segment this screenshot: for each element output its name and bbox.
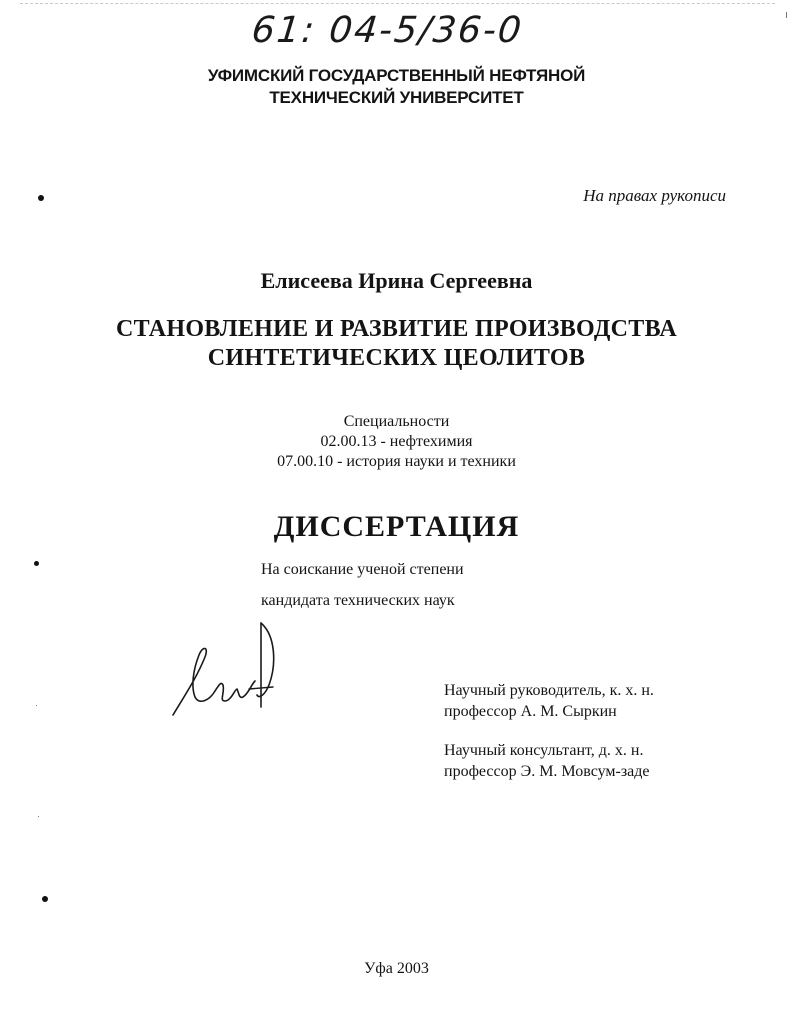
thesis-title-line1: СТАНОВЛЕНИЕ И РАЗВИТИЕ ПРОИЗВОДСТВА [115, 316, 677, 342]
scan-speck [786, 12, 787, 18]
specialties-heading: Специальности [343, 413, 450, 430]
author-name: Елисеева Ирина Сергеевна [260, 268, 533, 293]
university-name-line2: ТЕХНИЧЕСКИЙ УНИВЕРСИТЕТ [269, 88, 524, 107]
degree-line1: На соискание ученой степени [261, 561, 464, 578]
scan-speck [38, 816, 39, 817]
signature [165, 615, 290, 720]
scan-dot [42, 896, 48, 902]
consultant-role: Научный консультант, д. х. н. [444, 742, 644, 759]
archive-code: 61: 04-5/36-0 [249, 10, 526, 51]
specialty-item: 07.00.10 - история науки и техники [277, 453, 516, 470]
scan-dot [34, 561, 39, 566]
supervisor-role: Научный руководитель, к. х. н. [444, 682, 654, 699]
document-type: ДИССЕРТАЦИЯ [273, 510, 520, 543]
top-edge-mark [20, 3, 775, 4]
consultant-name: профессор Э. М. Мовсум-заде [444, 763, 650, 780]
thesis-title-line2: СИНТЕТИЧЕСКИХ ЦЕОЛИТОВ [207, 345, 586, 371]
specialty-item: 02.00.13 - нефтехимия [320, 433, 473, 450]
university-name-line1: УФИМСКИЙ ГОСУДАРСТВЕННЫЙ НЕФТЯНОЙ [207, 66, 586, 85]
rights-note: На правах рукописи [583, 186, 726, 205]
city-year: Уфа 2003 [364, 960, 429, 977]
supervisor-name: профессор А. М. Сыркин [444, 703, 617, 720]
degree-line2: кандидата технических наук [261, 592, 455, 609]
scan-dot [38, 195, 44, 201]
scan-speck [36, 705, 37, 706]
